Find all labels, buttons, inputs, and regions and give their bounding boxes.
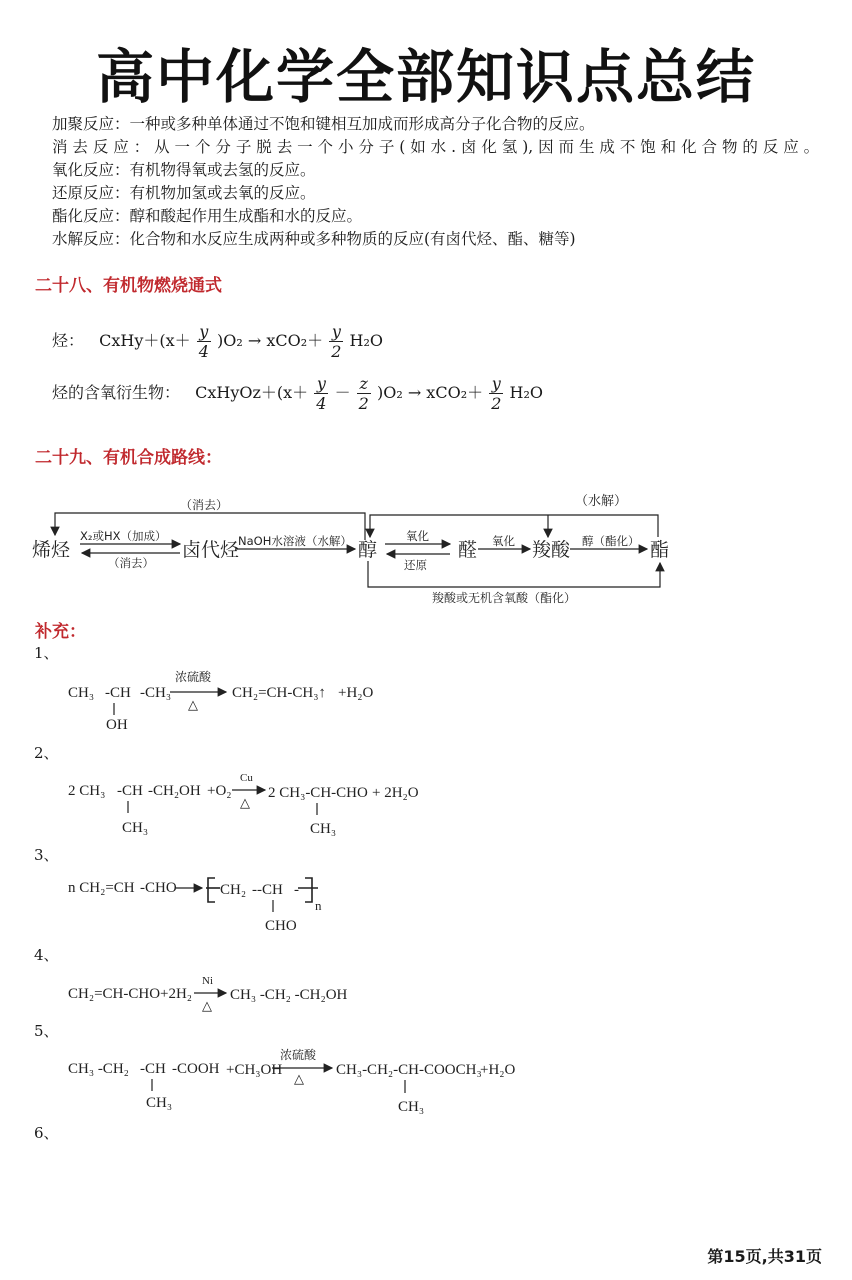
reaction-3-polymerization	[60, 866, 360, 938]
r2-condition: Cu	[240, 772, 253, 784]
node-alcohol: 醇	[358, 539, 378, 561]
r3-left-bracket	[208, 878, 215, 902]
synthesis-route-diagram	[30, 485, 680, 610]
node-alkene: 烯烃	[32, 539, 71, 561]
node-haloalkane: 卤代烃	[182, 539, 240, 561]
formula-label: 烃：	[52, 331, 85, 350]
r4-reactant-a: CH₂=CH-CHO	[68, 986, 161, 1002]
definition-esterification: 酯化反应：醇和酸起作用生成酯和水的反应。	[52, 207, 363, 225]
definition-reduction: 还原反应：有机物加氢或去氧的反应。	[52, 184, 316, 202]
label-addition: X₂或HX（加成）	[80, 529, 167, 543]
section-heading-synthesis-route: 二十九、有机合成路线：	[35, 448, 222, 468]
r2-oxygen: +O₂	[207, 783, 232, 799]
r2-branch: CH₃	[122, 820, 149, 836]
r3-right-bracket	[305, 878, 312, 902]
r1-reactant-c: -CH₃	[140, 685, 172, 701]
r5-reactant-c: -COOH	[172, 1061, 220, 1077]
r3-dash: -	[294, 882, 299, 898]
definition-polymerization: 加聚反应：一种或多种单体通过不饱和键相互加成而形成高分子化合物的反应。	[52, 115, 595, 133]
label-elimination-top: （消去）	[180, 498, 229, 512]
definition-oxidation: 氧化反应：有机物得氧或去氢的反应。	[52, 161, 316, 179]
r4-product: CH₃ -CH₂ -CH₂OH	[230, 987, 348, 1003]
r1-reactant-a: CH₃	[68, 685, 95, 701]
formula-label: 烃的含氧衍生物：	[52, 383, 181, 402]
definition-elimination: 消 去 反 应 ： 从 一 个 分 子 脱 去 一 个 小 分 子 ( 如 水 . 卤 化 氢 ), 因 而 生 成 不 饱 和 化 合 物 的 反 应 。	[52, 138, 820, 156]
r3-reactant-a: n CH₂=CH	[68, 880, 135, 896]
fraction-y-2: $\frac{y}{2}$	[331, 322, 342, 361]
r5-reactant-b: -CH	[140, 1061, 166, 1077]
reaction-number-5: 5、	[34, 1022, 59, 1040]
r2-branch-product: CH₃	[310, 821, 337, 837]
reaction-number-1: 1、	[34, 644, 59, 662]
label-elimination-lower: （消去）	[108, 556, 154, 570]
r1-hydroxyl: OH	[106, 717, 128, 733]
r3-reactant-b: -CHO	[140, 880, 177, 896]
label-hydrolysis-top: （水解）	[575, 494, 628, 509]
formula-minus: －	[334, 383, 351, 402]
label-oxidation-2: 氧化	[492, 534, 515, 548]
r3-n: n	[315, 898, 322, 913]
r2-water: + 2H₂O	[372, 785, 419, 801]
node-ester: 酯	[650, 539, 670, 561]
reaction-number-4: 4、	[34, 946, 59, 964]
reaction-number-3: 3、	[34, 846, 59, 864]
r1-product: CH₂=CH-CH₃↑	[232, 685, 326, 701]
r1-condition: 浓硫酸	[175, 670, 212, 684]
page-number: 第15页,共31页	[707, 1247, 822, 1266]
formula-oxygen-derivative-combustion	[52, 374, 543, 413]
node-carboxylic-acid: 羧酸	[532, 539, 571, 561]
r4-condition: Ni	[202, 975, 213, 987]
fraction-z-2: $\frac{z}{2}$	[358, 374, 369, 413]
r2-reactant-b: -CH	[117, 783, 143, 799]
reaction-2-oxidation	[60, 765, 480, 840]
r2-reactant-a: 2 CH₃	[68, 783, 106, 799]
reaction-5-esterification	[60, 1043, 540, 1118]
r2-product: 2 CH₃-CH-CHO	[268, 785, 368, 801]
section-heading-combustion: 二十八、有机物燃烧通式	[35, 276, 222, 296]
r3-cho: CHO	[265, 918, 297, 934]
formula-mid: )O₂ → xCO₂＋	[217, 331, 324, 350]
r5-branch-product: CH₃	[398, 1099, 425, 1115]
formula-tail: H₂O	[509, 383, 543, 402]
fraction-y-4: $\frac{y}{4}$	[316, 374, 327, 413]
page-title: 高中化学全部知识点总结	[95, 43, 756, 111]
formula-mid: )O₂ → xCO₂＋	[376, 383, 484, 402]
r3-ch2: CH₂	[220, 882, 247, 898]
r5-methanol: +CH₃OH	[226, 1062, 283, 1078]
r5-condition: 浓硫酸	[280, 1048, 317, 1062]
formula-tail: H₂O	[349, 331, 384, 350]
r5-reactant-a: CH₃ -CH₂	[68, 1061, 129, 1077]
r1-heat: △	[188, 697, 198, 712]
definition-hydrolysis: 水解反应：化合物和水反应生成两种或多种物质的反应(有卤代烃、酯、糖等)	[52, 230, 576, 248]
label-naoh-hydrolysis: NaOH水溶液（水解）	[238, 534, 352, 548]
node-aldehyde: 醛	[458, 539, 478, 561]
formula-hydrocarbon-combustion	[52, 322, 383, 361]
r4-heat: △	[202, 998, 212, 1013]
r4-reactant-b: +2H₂	[160, 986, 193, 1002]
fraction-y-4: $\frac{y}{4}$	[198, 322, 209, 361]
r2-reactant-c: -CH₂OH	[148, 783, 201, 799]
label-esterify: 醇（酯化）	[582, 534, 640, 548]
label-reduction: 还原	[404, 558, 427, 572]
r5-water: +H₂O	[480, 1062, 516, 1078]
reaction-number-6: 6、	[34, 1124, 59, 1142]
label-acid-esterify: 羧酸或无机含氧酸（酯化）	[432, 591, 577, 605]
r5-branch: CH₃	[146, 1095, 173, 1111]
r1-water: +H₂O	[338, 685, 374, 701]
r5-heat: △	[294, 1071, 304, 1086]
fraction-y-2: $\frac{y}{2}$	[491, 374, 502, 413]
reaction-1-dehydration	[60, 665, 480, 735]
r2-heat: △	[240, 795, 250, 810]
r1-reactant-b: -CH	[105, 685, 131, 701]
formula-lead: CxHy＋(x＋	[99, 331, 191, 350]
r3-ch: --CH	[252, 882, 283, 898]
supplement-heading: 补充：	[35, 622, 86, 642]
r5-product: CH₃-CH₂-CH-COOCH₃	[336, 1062, 482, 1078]
label-oxidation-1: 氧化	[406, 529, 429, 543]
reaction-number-2: 2、	[34, 744, 59, 762]
formula-lead: CxHyOz＋(x＋	[195, 383, 309, 402]
reaction-4-hydrogenation	[60, 970, 380, 1015]
